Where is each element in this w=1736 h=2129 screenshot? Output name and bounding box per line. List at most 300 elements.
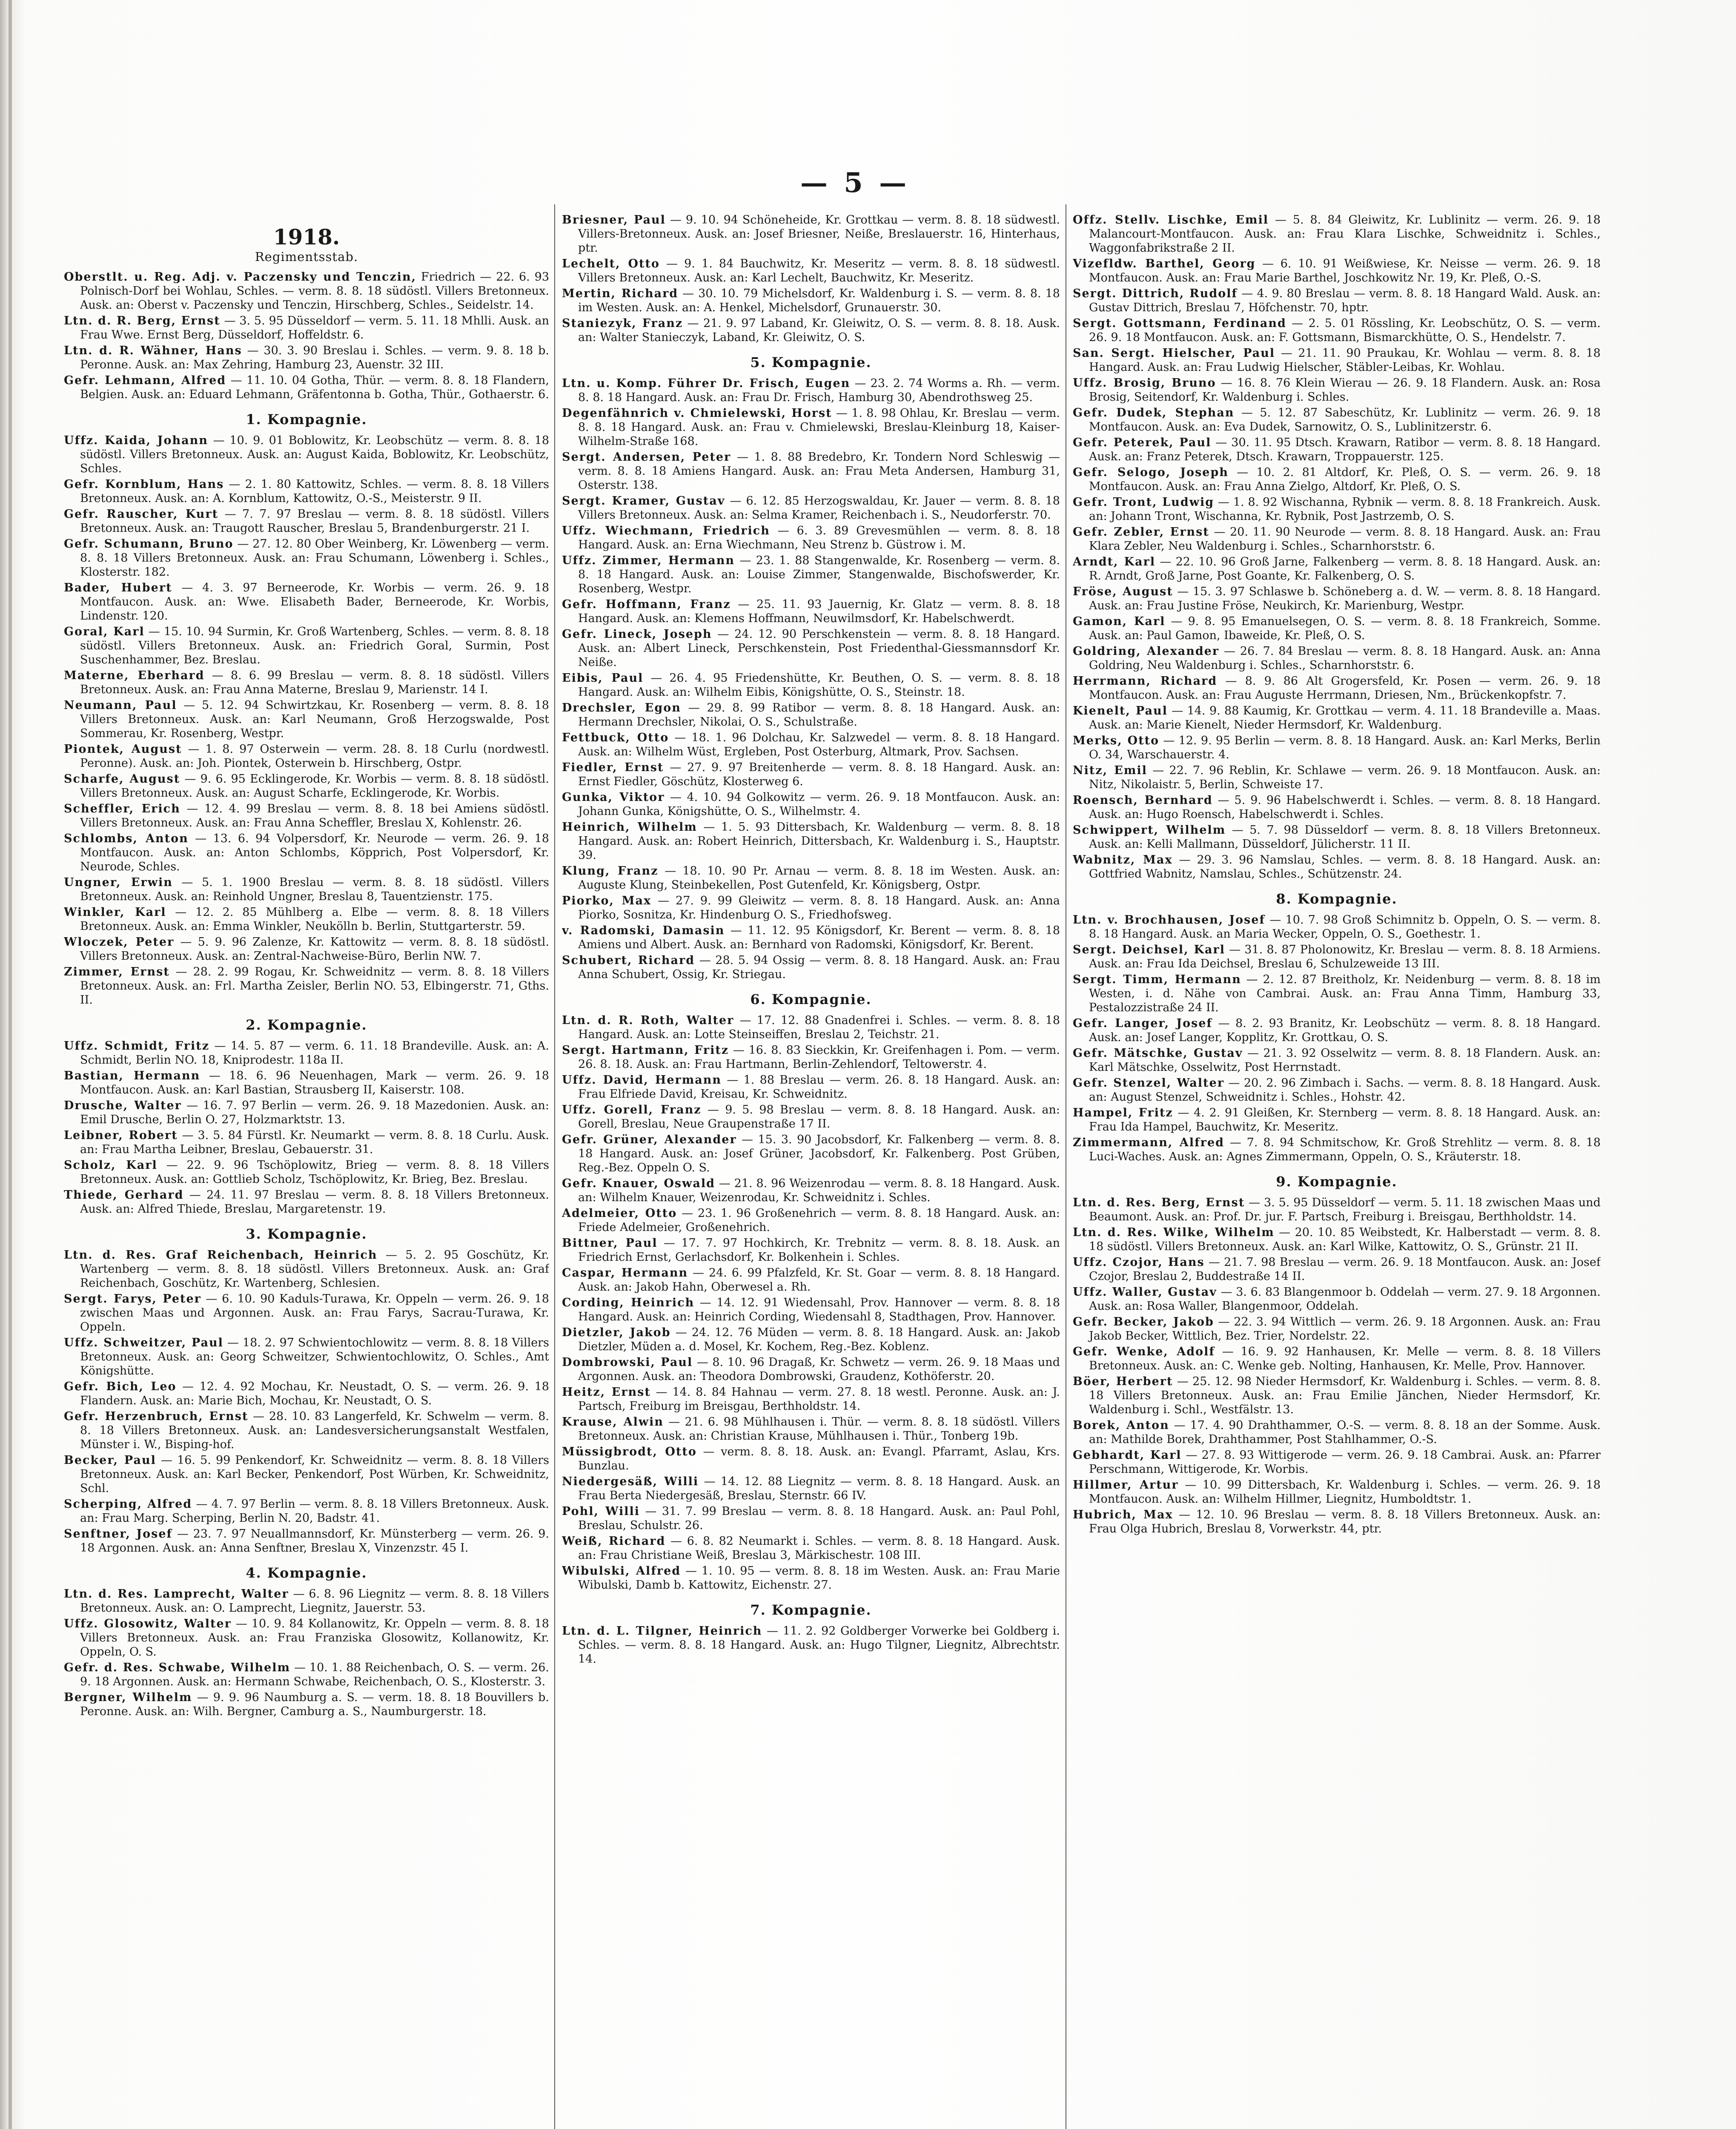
entry-name: Piontek, August [64, 743, 182, 756]
entry-name: Ltn. d. L. Tilgner, Heinrich [562, 1624, 762, 1638]
casualty-entry [64, 433, 549, 476]
entry-name: Ltn. d. Res. Wilke, Wilhelm [1073, 1226, 1275, 1239]
entry-details: — 27. 8. 93 Wittigerode — verm. 26. 9. 18 Cambrai. Ausk. an: Pfarrer Perschmann, Wittigerode, Kr. Worbis. [1089, 1449, 1601, 1476]
entry-details: — 4. 7. 97 Berlin — verm. 8. 8. 18 Villers Bretonneux. Ausk. an: Frau Marg. Scherping, Berlin N. 20, Badstr. 41. [80, 1498, 549, 1525]
entry-name: Borek, Anton [1073, 1419, 1169, 1432]
entry-details: — 11. 10. 04 Gotha, Thür. — verm. 8. 8. 18 Flandern, Belgien. Ausk. an: Eduard Lehmann, Gräfentonna b. Gotha, Thür., Gothaerstr. 6. [80, 374, 549, 401]
entry-name: Scheffler, Erich [64, 802, 180, 815]
casualty-entry [1073, 1315, 1601, 1343]
entry-name: Sergt. Deichsel, Karl [1073, 943, 1226, 956]
entry-name: Gefr. Zebler, Ernst [1073, 525, 1209, 539]
entry-details: — 5. 12. 87 Sabeschütz, Kr. Lublinitz — verm. 26. 9. 18 Montfaucon. Ausk. an: Eva Dudek, Sarnowitz, O. S., Lublinitzerstr. 6. [1089, 406, 1601, 433]
entry-details: — 29. 8. 99 Ratibor — verm. 8. 8. 18 Hangard. Ausk. an: Hermann Drechsler, Nikolai, O. S., Schulstraße. [578, 701, 1060, 729]
entry-details: — 23. 2. 74 Worms a. Rh. — verm. 8. 8. 18 Hangard. Ausk. an: Frau Dr. Frisch, Hamburg 30, Abendrothsweg 25. [578, 377, 1060, 404]
entry-details: — 10. 9. 01 Boblowitz, Kr. Leobschütz — verm. 8. 8. 18 südöstl. Villers Bretonneux. Ausk. an: August Kaida, Boblowitz, Kr. Leobschütz, Schles. [80, 434, 549, 475]
entry-details: — 30. 10. 79 Michelsdorf, Kr. Waldenburg i. S. — verm. 8. 8. 18 im Westen. Ausk. an: A. Henkel, Michelsdorf, Grunauerstr. 30. [578, 287, 1060, 314]
casualty-entry [64, 581, 549, 623]
entry-details: — 18. 1. 96 Dolchau, Kr. Salzwedel — verm. 8. 8. 18 Hangard. Ausk. an: Wilhelm Wüst, Ergleben, Post Osterburg, Altmark, Prov. Sachsen. [578, 731, 1060, 758]
casualty-entry [64, 1128, 549, 1156]
entry-list [1073, 1196, 1601, 1536]
casualty-entry [562, 213, 1060, 255]
entry-details: — 8. 6. 99 Breslau — verm. 8. 8. 18 südöstl. Villers Bretonneux. Ausk. an: Frau Anna Materne, Breslau 9, Marienstr. 14 I. [80, 669, 549, 696]
entry-details: — 21. 3. 92 Osselwitz — verm. 8. 8. 18 Flandern. Ausk. an: Karl Mätschke, Osselwitz, Post Herrnstadt. [1089, 1047, 1601, 1074]
casualty-entry [1073, 1255, 1601, 1283]
casualty-entry [562, 1326, 1060, 1354]
casualty-entry [1073, 644, 1601, 672]
entry-details: — 1. 88 Breslau — verm. 26. 8. 18 Hangard. Ausk. an: Frau Elfriede David, Kreisau, Kr. Schweidnitz. [578, 1073, 1060, 1101]
entry-details: — 4. 2. 91 Gleißen, Kr. Sternberg — verm. 8. 8. 18 Hangard. Ausk. an: Frau Ida Hampel, Bauchwitz, Kr. Meseritz. [1089, 1106, 1601, 1133]
casualty-entry [562, 287, 1060, 315]
casualty-entry [562, 1564, 1060, 1592]
section-heading: 1. Kompagnie. [246, 411, 367, 428]
entry-name: Ltn. d. R. Berg, Ernst [64, 314, 221, 327]
entry-name: Sergt. Hartmann, Fritz [562, 1044, 729, 1057]
entry-name: San. Sergt. Hielscher, Paul [1073, 347, 1275, 360]
casualty-entry [64, 1409, 549, 1452]
entry-name: Briesner, Paul [562, 213, 666, 227]
entry-details: — 9. 8. 95 Emanuelsegen, O. S. — verm. 8. 8. 18 Frankreich, Somme. Ausk. an: Paul Gamon, Ibaweide, Kr. Pleß, O. S. [1089, 615, 1601, 642]
entry-details: — 18. 2. 97 Schwientochlowitz — verm. 8. 8. 18 Villers Bretonneux. Ausk. an: Georg Schweitzer, Schwientochlowitz, O. Schles., Amt Königshütte. [80, 1336, 549, 1377]
casualty-entry [1073, 763, 1601, 792]
entry-name: Lechelt, Otto [562, 257, 660, 270]
casualty-entry [64, 1158, 549, 1186]
section-heading: 3. Kompagnie. [246, 1226, 367, 1242]
entry-details: — 27. 9. 99 Gleiwitz — verm. 8. 8. 18 Hangard. Ausk. an: Anna Piorko, Sosnitza, Kr. Hindenburg O. S., Friedhofsweg. [578, 894, 1060, 921]
entry-details: — 9. 6. 95 Ecklingerode, Kr. Worbis — verm. 8. 8. 18 südöstl. Villers Bretonneux. Ausk. an: August Scharfe, Ecklingerode, Kr. Worbis. [80, 772, 549, 800]
casualty-entry [1073, 436, 1601, 464]
entry-details: — 9. 10. 94 Schöneheide, Kr. Grottkau — verm. 8. 8. 18 südwestl. Villers-Bretonneux. Ausk. an: Josef Briesner, Neiße, Breslauerstr. 16, Hinterhaus, ptr. [578, 213, 1060, 255]
entry-details: — 10. 7. 98 Groß Schimnitz b. Oppeln, O. S. — verm. 8. 8. 18 Hangard. Ausk. an Maria Wecker, Oppeln, O. S., Goethestr. 1. [1089, 913, 1601, 941]
entry-details: — 16. 9. 92 Hanhausen, Kr. Melle — verm. 8. 8. 18 Villers Bretonneux. Ausk. an: C. Wenke geb. Nolting, Hanhausen, Kr. Melle, Prov. Hannover. [1089, 1345, 1601, 1372]
entry-name: Bergner, Wilhelm [64, 1691, 192, 1704]
entry-name: Ltn. d. Res. Graf Reichenbach, Heinrich [64, 1248, 378, 1262]
entry-details: — 12. 10. 96 Breslau — verm. 8. 8. 18 Villers Bretonneux. Ausk. an: Frau Olga Hubrich, Breslau 8, Vorwerkstr. 44, ptr. [1089, 1508, 1601, 1535]
casualty-entry [1073, 257, 1601, 285]
entry-details: — 8. 9. 86 Alt Grogersfeld, Kr. Posen — verm. 26. 9. 18 Montfaucon. Ausk. an: Frau Auguste Herrmann, Driesen, Nm., Brückenkopfstr. 7. [1089, 674, 1601, 702]
casualty-entry [562, 671, 1060, 699]
entry-details: — 2. 12. 87 Breitholz, Kr. Neidenburg — verm. 8. 8. 18 im Westen, i. d. Nähe von Cambrai. Ausk. an: Frau Anna Timm, Hamburg 33, Pestalozzistraße 24 II. [1089, 973, 1601, 1014]
entry-details: — 5. 1. 1900 Breslau — verm. 8. 8. 18 südöstl. Villers Bretonneux. Ausk. an: Reinhold Ungner, Breslau 8, Tauentzienstr. 175. [80, 876, 549, 903]
entry-name: Gefr. Langer, Josef [1073, 1017, 1213, 1030]
entry-name: Dombrowski, Paul [562, 1356, 693, 1369]
entry-details: — 12. 4. 99 Breslau — verm. 8. 8. 18 bei Amiens südöstl. Villers Bretonneux. Ausk. an: Frau Anna Scheffler, Breslau X, Kohlenstr. 26. [80, 802, 549, 829]
entry-details: — 26. 4. 95 Friedenshütte, Kr. Beuthen, O. S. — verm. 8. 8. 18 Hangard. Ausk. an: Wilhelm Eibis, Königshütte, O. S., Steinstr. 18. [578, 671, 1060, 699]
entry-details: — 29. 3. 96 Namslau, Schles. — verm. 8. 8. 18 Hangard. Ausk. an: Gottfried Wabnitz, Namslau, Schles., Schützenstr. 24. [1089, 853, 1601, 881]
casualty-entry [1073, 614, 1601, 643]
casualty-entry [1073, 1106, 1601, 1134]
entry-name: Sergt. Timm, Hermann [1073, 973, 1241, 986]
entry-details: — 8. 2. 93 Branitz, Kr. Leobschütz — verm. 8. 8. 18 Hangard. Ausk. an: Josef Langer, Kopplitz, Kr. Grottkau, O. S. [1089, 1017, 1601, 1044]
entry-details: — 11. 2. 92 Goldberger Vorwerke bei Goldberg i. Schles. — verm. 8. 8. 18 Hangard. Ausk. an: Hugo Tilgner, Liegnitz, Albrechtstr. 14. [578, 1624, 1060, 1666]
column-2 [562, 213, 1060, 2129]
entry-name: Wabnitz, Max [1073, 853, 1173, 867]
entry-name: Ltn. d. Res. Lamprecht, Walter [64, 1587, 289, 1601]
casualty-entry [64, 1690, 549, 1719]
entry-name: Ltn. d. R. Wähner, Hans [64, 344, 242, 357]
entry-name: Heitz, Ernst [562, 1386, 651, 1399]
entry-details: — 17. 7. 97 Hochkirch, Kr. Trebnitz — verm. 8. 8. 18. Ausk. an Friedrich Ernst, Gerlachsdorf, Kr. Bolkenhein i. Schles. [578, 1237, 1060, 1264]
casualty-entry [562, 1133, 1060, 1175]
entry-name: Eibis, Paul [562, 671, 644, 685]
casualty-entry [562, 790, 1060, 818]
entry-list [562, 376, 1060, 981]
entry-list [562, 1013, 1060, 1592]
casualty-entry [1073, 943, 1601, 971]
entry-details: — 9. 5. 98 Breslau — verm. 8. 8. 18 Hangard. Ausk. an: Gorell, Breslau, Neue Graupenstraße 17 II. [578, 1103, 1060, 1130]
entry-list [64, 1248, 549, 1555]
section-heading: 6. Kompagnie. [750, 991, 872, 1007]
casualty-entry [562, 864, 1060, 892]
casualty-entry [1073, 973, 1601, 1015]
entry-name: Drusche, Walter [64, 1099, 182, 1112]
casualty-entry [64, 1099, 549, 1127]
casualty-entry [64, 1292, 549, 1334]
casualty-entry [562, 316, 1060, 344]
casualty-entry [562, 1624, 1060, 1666]
entry-name: Merks, Otto [1073, 734, 1160, 747]
entry-details: Friedrich — 22. 6. 93 Polnisch-Dorf bei Wohlau, Schles. — verm. 8. 8. 18 südöstl. Villers Bretonneux. Ausk. an: Oberst v. Paczensky und Tenczin, Hirschberg, Schles., Seidelstr. 14. [80, 270, 549, 312]
casualty-entry [1073, 1076, 1601, 1104]
casualty-entry [64, 1453, 549, 1495]
entry-name: Zimmermann, Alfred [1073, 1136, 1225, 1149]
entry-details: — 5. 12. 94 Schwirtzkau, Kr. Rosenberg — verm. 8. 8. 18 Villers Bretonneux. Ausk. an: Karl Neumann, Groß Herzogswalde, Post Sommerau, Kr. Rosenberg, Westpr. [80, 699, 549, 740]
entry-list [64, 1039, 549, 1216]
casualty-entry [1073, 316, 1601, 344]
entry-name: Ltn. u. Komp. Führer Dr. Frisch, Eugen [562, 377, 851, 390]
entry-details: — 27. 12. 80 Ober Weinberg, Kr. Löwenberg — verm. 8. 8. 18 Villers Bretonneux. Ausk. an: Frau Schumann, Löwenberg i. Schles., Klosterstr. 182. [80, 537, 549, 579]
column-1 [64, 213, 549, 2129]
entry-details: — 1. 8. 88 Bredebro, Kr. Tondern Nord Schleswig — verm. 8. 8. 18 Amiens Hangard. Ausk. an: Frau Meta Andersen, Hamburg 31, Osterstr. 138. [578, 450, 1060, 492]
casualty-entry [64, 1497, 549, 1525]
entry-name: Goral, Karl [64, 625, 145, 638]
casualty-entry [562, 1103, 1060, 1131]
entry-details: — 22. 10. 96 Groß Jarne, Falkenberg — verm. 8. 8. 18 Hangard. Ausk. an: R. Arndt, Groß Jarne, Post Goante, Kr. Falkenberg, O. S. [1089, 555, 1601, 582]
entry-name: Gefr. Tront, Ludwig [1073, 496, 1215, 509]
entry-name: Gefr. Hoffmann, Franz [562, 598, 731, 611]
entry-details: — 18. 10. 90 Pr. Arnau — verm. 8. 8. 18 im Westen. Ausk. an: Auguste Klung, Steinbekellen, Post Gutenfeld, Kr. Königsberg, Ostpr. [578, 864, 1060, 892]
entry-name: Herrmann, Richard [1073, 674, 1217, 688]
entry-name: v. Radomski, Damasin [562, 924, 725, 937]
casualty-entry [64, 935, 549, 963]
casualty-entry [562, 1355, 1060, 1383]
casualty-entry [1073, 913, 1601, 941]
entry-name: Bittner, Paul [562, 1237, 658, 1250]
casualty-entry [1073, 1374, 1601, 1417]
entry-details: — 6. 12. 85 Herzogswaldau, Kr. Jauer — verm. 8. 8. 18 Villers Bretonneux. Ausk. an: Selma Kramer, Reichenbach i. S., Neudorferstr. 70. [578, 494, 1060, 522]
entry-name: Gunka, Viktor [562, 791, 665, 804]
casualty-entry [64, 832, 549, 874]
entry-name: Goldring, Alexander [1073, 645, 1220, 658]
entry-details: — 12. 9. 95 Berlin — verm. 8. 8. 18 Hangard. Ausk. an: Karl Merks, Berlin O. 34, Warschauerstr. 4. [1089, 734, 1601, 761]
casualty-entry [1073, 1016, 1601, 1044]
casualty-entry [1073, 495, 1601, 523]
entry-details: — 12. 2. 85 Mühlberg a. Elbe — verm. 8. 8. 18 Villers Bretonneux. Ausk. an: Emma Winkler, Neukölln b. Berlin, Stuttgarterstr. 59. [80, 906, 549, 933]
entry-name: Fröse, August [1073, 585, 1173, 598]
casualty-entry [64, 1039, 549, 1067]
casualty-entry [64, 507, 549, 535]
casualty-entry [1073, 1478, 1601, 1506]
casualty-entry [64, 1248, 549, 1290]
entry-list [1073, 913, 1601, 1164]
entry-name: Uffz. Kaida, Johann [64, 434, 208, 447]
entry-details: — 16. 7. 97 Berlin — verm. 26. 9. 18 Mazedonien. Ausk. an: Emil Drusche, Berlin O. 27, Holzmarktstr. 13. [80, 1099, 549, 1126]
casualty-entry [64, 875, 549, 904]
entry-name: Gefr. Becker, Jakob [1073, 1315, 1214, 1328]
entry-details: — 2. 5. 01 Rössling, Kr. Leobschütz, O. S. — verm. 26. 9. 18 Montfaucon. Ausk. an: F. Gottsmann, Bismarckhütte, O. S., Hendelstr. 7. [1089, 317, 1601, 344]
casualty-entry [64, 1527, 549, 1555]
entry-name: Wloczek, Peter [64, 935, 175, 949]
entry-name: Gefr. Knauer, Oswald [562, 1177, 715, 1190]
entry-name: Mertin, Richard [562, 287, 679, 300]
entry-details: — 7. 8. 94 Schmitschow, Kr. Groß Strehlitz — verm. 8. 8. 18 Luci-Waches. Ausk. an: Agnes Zimmermann, Oppeln, O. S., Kräuterstr. 18. [1089, 1136, 1601, 1163]
entry-details: — 23. 7. 97 Neuallmannsdorf, Kr. Münsterberg — verm. 26. 9. 18 Argonnen. Ausk. an: Anna Senftner, Breslau X, Vinzenzstr. 45 I. [80, 1527, 549, 1555]
casualty-entry [562, 924, 1060, 952]
entry-name: Nitz, Emil [1073, 764, 1147, 777]
entry-details: — 23. 1. 96 Großenehrich — verm. 8. 8. 18 Hangard. Ausk. an: Friede Adelmeier, Großenehrich. [578, 1207, 1060, 1234]
casualty-entry [562, 1013, 1060, 1042]
casualty-entry [1073, 823, 1601, 851]
entry-details: — 6. 10. 90 Kaduls-Turawa, Kr. Oppeln — verm. 26. 9. 18 zwischen Maas und Argonnen. Ausk. an: Frau Farys, Sacrau-Turawa, Kr. Oppeln. [80, 1292, 549, 1334]
entry-details: — 21. 11. 90 Praukau, Kr. Wohlau — verm. 8. 8. 18 Hangard. Ausk. an: Frau Ludwig Hielscher, Stäbler-Leibas, Kr. Wohlau. [1089, 347, 1601, 374]
casualty-entry [64, 625, 549, 667]
entry-details: — 13. 6. 94 Volpersdorf, Kr. Neurode — verm. 26. 9. 18 Montfaucon. Ausk. an: Anton Schlombs, Köpprich, Post Volpersdorf, Kr. Neurode, Schles. [80, 832, 549, 873]
entry-name: Caspar, Hermann [562, 1266, 688, 1280]
entry-details: — 17. 12. 88 Gnadenfrei i. Schles. — verm. 8. 8. 18 Hangard. Ausk. an: Lotte Steinseiffen, Breslau 2, Teichstr. 21. [578, 1014, 1060, 1041]
section-heading: 9. Kompagnie. [1276, 1174, 1398, 1190]
entry-details: — 20. 2. 96 Zimbach i. Sachs. — verm. 8. 8. 18 Hangard. Ausk. an: August Stenzel, Schweidnitz i. Schles., Hohstr. 42. [1089, 1076, 1601, 1104]
entry-details: — 5. 2. 95 Goschütz, Kr. Wartenberg — verm. 8. 8. 18 südöstl. Villers Bretonneux. Ausk. an: Graf Reichenbach, Goschütz, Kr. Wartenberg, Schlesien. [80, 1248, 549, 1290]
entry-name: Uffz. Zimmer, Hermann [562, 554, 735, 567]
entry-name: Wibulski, Alfred [562, 1564, 681, 1578]
entry-list [562, 1624, 1060, 1666]
entry-name: Becker, Paul [64, 1454, 156, 1467]
entry-name: Gefr. Kornblum, Hans [64, 478, 224, 491]
casualty-entry [1073, 674, 1601, 702]
entry-name: Gefr. Selogo, Joseph [1073, 466, 1229, 479]
entry-details: — 1. 8. 97 Osterwein — verm. 28. 8. 18 Curlu (nordwestl. Peronne). Ausk. an: Joh. Piontek, Osterwein b. Hirschberg, Ostpr. [80, 743, 549, 770]
entry-details: — 14. 8. 84 Hahnau — verm. 27. 8. 18 westl. Peronne. Ausk. an: J. Partsch, Freiburg im Breisgau, Berthholdstr. 14. [578, 1386, 1060, 1413]
entry-name: Thiede, Gerhard [64, 1188, 184, 1202]
entry-name: Piorko, Max [562, 894, 652, 907]
entry-name: Fiedler, Ernst [562, 761, 664, 774]
entry-details: — 15. 10. 94 Surmin, Kr. Groß Wartenberg, Schles. — verm. 8. 8. 18 südöstl. Villers Bretonneux. Ausk. an: Friedrich Goral, Surmin, Post Suschenhammer, Bez. Breslau. [80, 625, 549, 666]
casualty-entry [562, 494, 1060, 522]
entry-name: Uffz. Glosowitz, Walter [64, 1617, 232, 1630]
entry-name: Weiß, Richard [562, 1535, 666, 1548]
entry-name: Adelmeier, Otto [562, 1207, 677, 1220]
entry-name: Degenfähnrich v. Chmielewski, Horst [562, 407, 832, 420]
entry-details: — 3. 6. 83 Blangenmoor b. Oddelah — verm. 27. 9. 18 Argonnen. Ausk. an: Rosa Waller, Blangenmoor, Oddelah. [1089, 1285, 1601, 1313]
entry-details: — 30. 3. 90 Breslau i. Schles. — verm. 9. 8. 18 b. Peronne. Ausk. an: Max Zehring, Hamburg 23, Auenstr. 32 III. [80, 344, 549, 371]
entry-name: Uffz. Gorell, Franz [562, 1103, 702, 1116]
entry-name: Gefr. Herzenbruch, Ernst [64, 1410, 249, 1423]
entry-name: Gefr. Grüner, Alexander [562, 1133, 737, 1146]
entry-details: — 17. 4. 90 Drahthammer, O.-S. — verm. 8. 8. 18 an der Somme. Ausk. an: Mathilde Borek, Drahthammer, Post Stahlhammer, O.-S. [1089, 1419, 1601, 1446]
entry-details: — 4. 9. 80 Breslau — verm. 8. 8. 18 Hangard Wald. Ausk. an: Gustav Dittrich, Breslau 7, Höfchenstr. 70, hptr. [1089, 287, 1601, 314]
entry-details: — 23. 1. 88 Stangenwalde, Kr. Rosenberg — verm. 8. 8. 18 Hangard. Ausk. an: Louise Zimmer, Stangenwalde, Bischofswerder, Kr. Rosenberg, Westpr. [578, 554, 1060, 595]
entry-name: Offz. Stellv. Lischke, Emil [1073, 213, 1269, 227]
casualty-entry [64, 344, 549, 372]
entry-name: Vizefldw. Barthel, Georg [1073, 257, 1256, 270]
casualty-entry [562, 376, 1060, 405]
casualty-entry [64, 698, 549, 740]
casualty-entry [562, 731, 1060, 759]
entry-name: Gefr. d. Res. Schwabe, Wilhelm [64, 1661, 291, 1674]
entry-name: Gefr. Lehmann, Alfred [64, 374, 226, 387]
entry-name: Gefr. Stenzel, Walter [1073, 1076, 1225, 1090]
casualty-entry [1073, 1418, 1601, 1446]
casualty-entry [562, 554, 1060, 596]
entry-list [1073, 213, 1601, 881]
entry-details: — 21. 6. 98 Mühlhausen i. Thür. — verm. 8. 8. 18 südöstl. Villers Bretonneux. Ausk. an: Christian Krause, Mühlhausen i. Thür., Tonberg 19b. [578, 1415, 1060, 1443]
entry-name: Pohl, Willi [562, 1505, 640, 1518]
entry-details: — 12. 4. 92 Mochau, Kr. Neustadt, O. S. — verm. 26. 9. 18 Flandern. Ausk. an: Marie Bich, Mochau, Kr. Neustadt, O. S. [80, 1380, 549, 1407]
entry-name: Hillmer, Artur [1073, 1478, 1179, 1492]
entry-name: Scharfe, August [64, 772, 180, 786]
entry-details: — 10. 1. 88 Reichenbach, O. S. — verm. 26. 9. 18 Argonnen. Ausk. an: Hermann Schwabe, Reichenbach, O. S., Klosterstr. 3. [80, 1661, 549, 1688]
casualty-entry [1073, 406, 1601, 434]
casualty-entry [64, 1336, 549, 1378]
casualty-entry [1073, 585, 1601, 613]
entry-details: — 14. 5. 87 — verm. 6. 11. 18 Brandeville. Ausk. an: A. Schmidt, Berlin NO. 18, Kniprodestr. 118a II. [80, 1039, 549, 1067]
entry-name: Dietzler, Jakob [562, 1326, 671, 1339]
casualty-entry [562, 1296, 1060, 1324]
entry-details: — 22. 3. 94 Wittlich — verm. 26. 9. 18 Argonnen. Ausk. an: Frau Jakob Becker, Wittlich, Bez. Trier, Nordelstr. 22. [1089, 1315, 1601, 1343]
entry-details: — 20. 11. 90 Neurode — verm. 8. 8. 18 Hangard. Ausk. an: Frau Klara Zebler, Neu Waldenburg i. Schles., Scharnhorststr. 6. [1089, 525, 1601, 553]
entry-details: — 1. 8. 92 Wischanna, Rybnik — verm. 8. 8. 18 Frankreich. Ausk. an: Johann Tront, Wischanna, Kr. Rybnik, Post Jastrzemb, O. S. [1089, 496, 1601, 523]
entry-details: — 1. 5. 93 Dittersbach, Kr. Waldenburg — verm. 8. 8. 18 Hangard. Ausk. an: Robert Heinrich, Dittersbach, Kr. Waldenburg i. S., Hauptstr. 39. [578, 821, 1060, 862]
casualty-entry [562, 1206, 1060, 1234]
casualty-entry [64, 314, 549, 342]
casualty-entry [64, 1188, 549, 1216]
entry-details: — 14. 12. 88 Liegnitz — verm. 8. 8. 18 Hangard. Ausk. an Frau Berta Niedergesäß, Breslau, Sternstr. 66 IV. [578, 1475, 1060, 1502]
entry-name: Uffz. Schmidt, Fritz [64, 1039, 210, 1053]
entry-details: — 9. 1. 84 Bauchwitz, Kr. Meseritz — verm. 8. 8. 18 südwestl. Villers Bretonneux. Ausk. an: Karl Lechelt, Bauchwitz, Kr. Meseritz. [578, 257, 1060, 284]
entry-name: Scherping, Alfred [64, 1498, 192, 1511]
entry-list [64, 270, 549, 402]
casualty-entry [1073, 346, 1601, 374]
entry-details: — verm. 8. 8. 18. Ausk. an: Evangl. Pfarramt, Aslau, Krs. Bunzlau. [578, 1445, 1060, 1472]
casualty-entry [64, 1069, 549, 1097]
entry-details: — 2. 1. 80 Kattowitz, Schles. — verm. 8. 8. 18 Villers Bretonneux. Ausk. an: A. Kornblum, Kattowitz, O.-S., Meisterstr. 9 II. [80, 478, 549, 505]
casualty-entry [1073, 793, 1601, 821]
entry-name: Fettbuck, Otto [562, 731, 669, 744]
entry-details: — 28. 2. 99 Rogau, Kr. Schweidnitz — verm. 8. 8. 18 Villers Bretonneux. Ausk. an: Frl. Martha Zeisler, Berlin NO. 53, Elbingerstr. 71, Gths. II. [80, 965, 549, 1007]
entry-details: — 31. 8. 87 Pholonowitz, Kr. Breslau — verm. 8. 8. 18 Armiens. Ausk. an: Frau Ida Deichsel, Breslau 6, Schulzeweide 13 III. [1089, 943, 1601, 970]
entry-name: Materne, Eberhard [64, 669, 205, 682]
casualty-entry [64, 373, 549, 402]
entry-list [562, 213, 1060, 344]
entry-name: Uffz. Czojor, Hans [1073, 1256, 1205, 1269]
casualty-entry [562, 597, 1060, 626]
casualty-entry [1073, 376, 1601, 404]
entry-name: Oberstlt. u. Reg. Adj. v. Paczensky und Tenczin, [64, 270, 416, 284]
casualty-entry [1073, 1196, 1601, 1224]
section-heading: 5. Kompagnie. [750, 354, 872, 370]
entry-details: — 21. 8. 96 Weizenrodau — verm. 8. 8. 18 Hangard. Ausk. an: Wilhelm Knauer, Weizenrodau, Kr. Schweidnitz i. Schles. [578, 1177, 1060, 1204]
entry-name: Schwippert, Wilhelm [1073, 823, 1226, 837]
entry-name: Gefr. Mätschke, Gustav [1073, 1047, 1243, 1060]
casualty-entry [64, 669, 549, 697]
entry-details: — 24. 12. 76 Müden — verm. 8. 8. 18 Hangard. Ausk. an: Jakob Dietzler, Müden a. d. Mosel, Kr. Kochem, Reg.-Bez. Koblenz. [578, 1326, 1060, 1353]
entry-name: Arndt, Karl [1073, 555, 1156, 568]
entry-name: Gefr. Schumann, Bruno [64, 537, 234, 551]
entry-details: — 3. 5. 84 Fürstl. Kr. Neumarkt — verm. 8. 8. 18 Curlu. Ausk. an: Frau Martha Leibner, Breslau, Gebauerstr. 31. [80, 1129, 549, 1156]
entry-name: Leibner, Robert [64, 1129, 178, 1142]
entry-name: Gefr. Rauscher, Kurt [64, 508, 219, 521]
entry-details: — 30. 11. 95 Dtsch. Krawarn, Ratibor — verm. 8. 8. 18 Hangard. Ausk. an: Franz Peterek, Dtsch. Krawarn, Troppauerstr. 125. [1089, 436, 1601, 463]
section-heading: 8. Kompagnie. [1276, 891, 1398, 907]
entry-details: — 24. 6. 99 Pfalzfeld, Kr. St. Goar — verm. 8. 8. 18 Hangard. Ausk. an: Jakob Hahn, Oberwesel a. Rh. [578, 1266, 1060, 1294]
entry-name: Gefr. Wenke, Adolf [1073, 1345, 1215, 1358]
entry-name: Uffz. Wiechmann, Friedrich [562, 524, 770, 537]
entry-details: — 5. 9. 96 Habelschwerdt i. Schles. — verm. 8. 8. 18 Hangard. Ausk. an: Hugo Roensch, Habelschwerdt i. Schles. [1089, 794, 1601, 821]
entry-details: — 4. 10. 94 Golkowitz — verm. 26. 9. 18 Montfaucon. Ausk. an: Johann Gunka, Königshütte, O. S., Wilhelmstr. 4. [578, 791, 1060, 818]
entry-name: Staniezyk, Franz [562, 317, 683, 330]
entry-name: Ltn. v. Brochhausen, Josef [1073, 913, 1266, 927]
entry-details: — 15. 3. 97 Schlaswe b. Schöneberg a. d. W. — verm. 8. 8. 18 Hangard. Ausk. an: Frau Justine Fröse, Neukirch, Kr. Marienburg, Westpr. [1089, 585, 1601, 612]
entry-name: Winkler, Karl [64, 906, 166, 919]
entry-details: — 3. 5. 95 Düsseldorf — verm. 5. 11. 18 Mhlli. Ausk. an Frau Wwe. Ernst Berg, Düsseldorf, Hoffeldstr. 6. [80, 314, 549, 341]
entry-list [64, 433, 549, 1007]
entry-details: — 16. 5. 99 Penkendorf, Kr. Schweidnitz — verm. 8. 8. 18 Villers Bretonneux. Ausk. an: Karl Becker, Penkendorf, Post Würben, Kr. Schweidnitz, Schl. [80, 1454, 549, 1495]
casualty-entry [562, 701, 1060, 729]
entry-details: — 3. 5. 95 Düsseldorf — verm. 5. 11. 18 zwischen Maas und Beaumont. Ausk. an: Prof. Dr. jur. F. Partsch, Freiburg i. Breisgau, Berthholdstr. 14. [1089, 1196, 1601, 1223]
staff-heading: Regimentsstab. [255, 250, 358, 264]
entry-details: — 20. 10. 85 Weibstedt, Kr. Halberstadt — verm. 8. 8. 18 südöstl. Villers Bretonneux. Ausk. an: Karl Wilke, Kattowitz, O. S., Grünstr. 21 II. [1089, 1226, 1601, 1253]
page-number: — 5 — [800, 167, 910, 199]
casualty-entry [562, 894, 1060, 922]
entry-name: Gefr. Peterek, Paul [1073, 436, 1212, 449]
casualty-entry [562, 1504, 1060, 1532]
entry-details: — 9. 9. 96 Naumburg a. S. — verm. 18. 8. 18 Bouvillers b. Peronne. Ausk. an: Wilh. Bergner, Camburg a. S., Naumburgerstr. 18. [80, 1691, 549, 1718]
entry-name: Hampel, Fritz [1073, 1106, 1173, 1119]
casualty-entry [562, 1385, 1060, 1413]
entry-name: Scholz, Karl [64, 1159, 158, 1172]
casualty-entry [1073, 1046, 1601, 1074]
entry-name: Senftner, Josef [64, 1527, 173, 1541]
entry-name: Sergt. Andersen, Peter [562, 450, 731, 464]
casualty-entry [1073, 287, 1601, 315]
casualty-entry [562, 1475, 1060, 1503]
entry-name: Sergt. Dittrich, Rudolf [1073, 287, 1238, 300]
entry-name: Uffz. David, Hermann [562, 1073, 722, 1087]
entry-details: — 8. 10. 96 Dragaß, Kr. Schwetz — verm. 26. 9. 18 Maas und Argonnen. Ausk. an: Theodora Dombrowski, Graudenz, Kothöferstr. 20. [578, 1356, 1060, 1383]
entry-details: — 24. 11. 97 Breslau — verm. 8. 8. 18 Villers Bretonneux. Ausk. an: Alfred Thiede, Breslau, Margaretenstr. 19. [80, 1188, 549, 1216]
casualty-entry [562, 406, 1060, 448]
entry-details: — 28. 10. 83 Langerfeld, Kr. Schwelm — verm. 8. 8. 18 Villers Bretonneux. Ausk. an: Landesversicherungsanstalt Westfalen, Münster i. W., Bisping-hof. [80, 1410, 549, 1451]
entry-name: Sergt. Gottsmann, Ferdinand [1073, 317, 1286, 330]
casualty-entry [64, 1617, 549, 1659]
casualty-entry [64, 742, 549, 770]
casualty-entry [562, 1415, 1060, 1443]
section-heading: 2. Kompagnie. [246, 1017, 367, 1033]
entry-name: Niedergesäß, Willi [562, 1475, 699, 1488]
entry-name: Uffz. Waller, Gustav [1073, 1285, 1217, 1299]
entry-details: — 15. 3. 90 Jacobsdorf, Kr. Falkenberg — verm. 8. 8. 18 Hangard. Ausk. an: Josef Grüner, Jacobsdorf, Kr. Falkenberg. Post Grüben, Reg.-Bez. Oppeln O. S. [578, 1133, 1060, 1174]
entry-name: Ltn. d. Res. Berg, Ernst [1073, 1196, 1245, 1209]
entry-name: Schlombs, Anton [64, 832, 189, 845]
casualty-entry [1073, 704, 1601, 732]
entry-details: — 10. 2. 81 Altdorf, Kr. Pleß, O. S. — verm. 26. 9. 18 Montfaucon. Ausk. an: Frau Anna Zielgo, Altdorf, Kr. Pleß, O. S. [1089, 466, 1601, 493]
entry-details: — 5. 8. 84 Gleiwitz, Kr. Lublinitz — verm. 26. 9. 18 Malancourt-Montfaucon. Ausk. an: Frau Klara Lischke, Schweidnitz i. Schles., Waggonfabrikstraße 2 II. [1089, 213, 1601, 255]
casualty-entry [562, 1534, 1060, 1562]
entry-details: — 14. 9. 88 Kaumig, Kr. Grottkau — verm. 4. 11. 18 Brandeville a. Maas. Ausk. an: Marie Kienelt, Nieder Hermsdorf, Kr. Waldenburg. [1089, 704, 1601, 732]
entry-details: — 14. 12. 91 Wiedensahl, Prov. Hannover — verm. 8. 8. 18 Hangard. Ausk. an: Heinrich Cording, Wiedensahl 8, Stadthagen, Prov. Hannover. [578, 1296, 1060, 1323]
casualty-entry [64, 1380, 549, 1408]
scan-shadow [9, 0, 12, 2129]
section-heading: 7. Kompagnie. [750, 1602, 872, 1618]
